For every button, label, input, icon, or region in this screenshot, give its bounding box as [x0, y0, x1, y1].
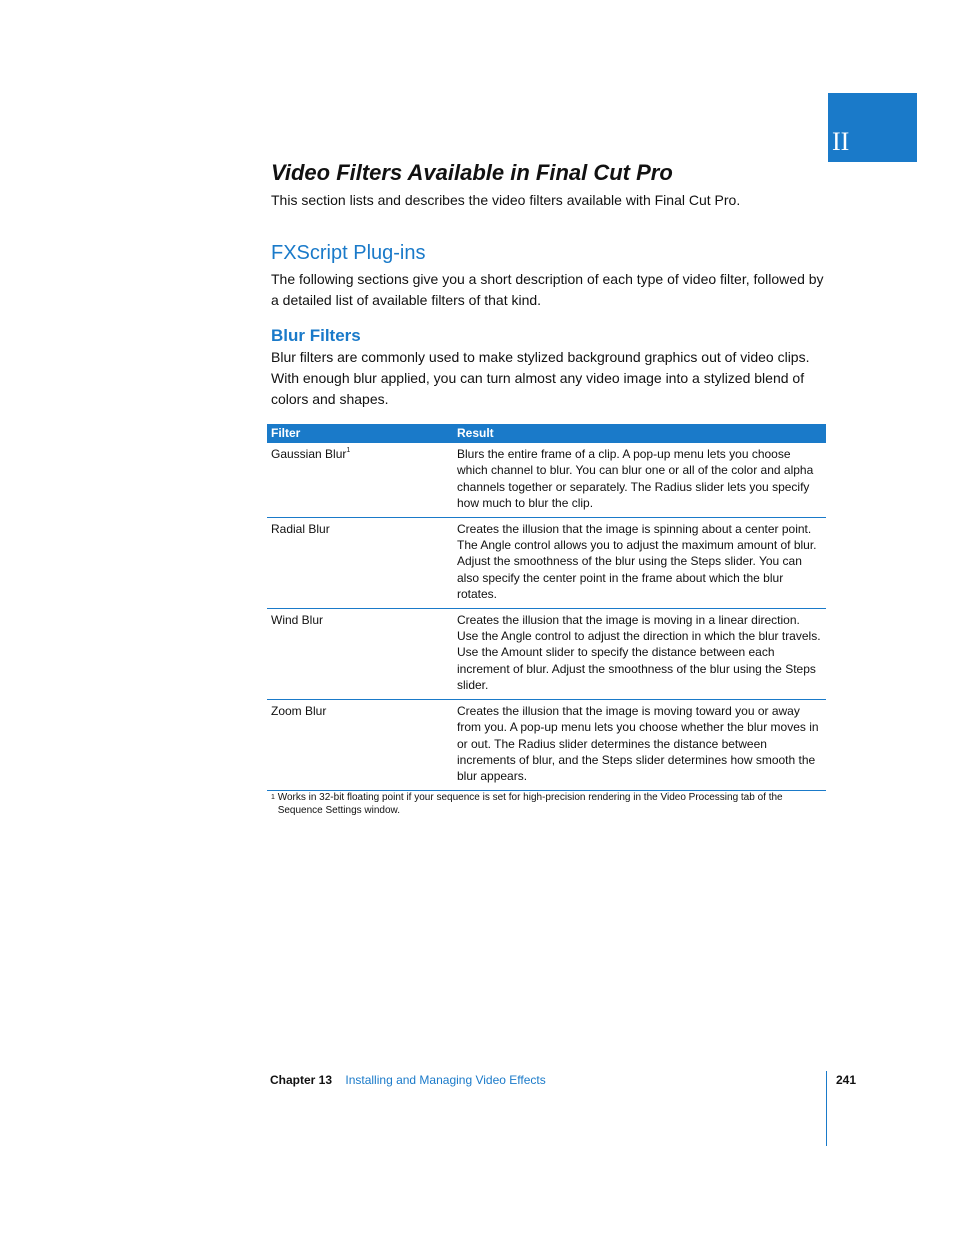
intro-paragraph: This section lists and describes the video filters available with Final Cut Pro. [271, 192, 741, 208]
table-row [267, 608, 826, 699]
filter-name: Wind Blur [271, 612, 324, 627]
filter-name-cell [267, 699, 453, 790]
page-number: 241 [836, 1073, 857, 1087]
filters-table [267, 424, 826, 791]
filter-name-cell [267, 608, 453, 699]
table-row [267, 443, 826, 517]
section-paragraph: The following sections give you a short description of each type of video filter, followed by a detailed list of available filters of that kind. [271, 271, 824, 308]
footnote-ref: 1 [346, 447, 351, 454]
header-result: Result [453, 424, 826, 443]
filter-result: Creates the illusion that the image is spinning about a center point. The Angle control allows you to adjust the maximum amount of blur. Adjust the smoothness of the blur using the Steps slider. You can also specify the center point in the frame about which the blur rotates. [453, 517, 826, 608]
table-row [267, 517, 826, 608]
subsection-title: Blur Filters [271, 326, 361, 345]
subsection-paragraph: Blur filters are commonly used to make stylized background graphics out of video clips. With enough blur applied, you can turn almost any video image into a stylized blend of colors and shapes. [271, 349, 810, 407]
page-title: Video Filters Available in Final Cut Pro [271, 160, 673, 185]
part-tab [828, 93, 917, 162]
page-footer [270, 1073, 546, 1087]
table-header-row [267, 424, 826, 443]
filter-result: Creates the illusion that the image is moving in a linear direction. Use the Angle control to adjust the direction in which the blur travels. Use the Amount slider to specify the distance between each increment of blur. Adjust the smoothness of the blur using the Steps slider. [453, 608, 826, 699]
header-filter: Filter [267, 424, 453, 443]
filter-name: Zoom Blur [271, 703, 327, 718]
section-title: FXScript Plug-ins [271, 242, 426, 264]
filter-result: Blurs the entire frame of a clip. A pop-up menu lets you choose which channel to blur. You can blur one or all of the color and alpha channels together or separately. The Radius slider lets you specify how much to blur the clip. [453, 443, 826, 517]
footer-chapter: Chapter 13 [270, 1073, 333, 1087]
part-tab-label: II [832, 127, 850, 156]
footer-divider [826, 1071, 827, 1146]
footer-chapter-title: Installing and Managing Video Effects [345, 1073, 546, 1087]
footnote [271, 791, 831, 817]
footnote-text: Works in 32-bit floating point if your sequence is set for high-precision rendering in the Video Processing tab of the Sequence Settings window. [277, 792, 783, 816]
filter-result: Creates the illusion that the image is moving toward you or away from you. A pop-up menu lets you choose whether the blur moves in or out. The Radius slider determines the distance between increments of blur, and the Steps slider determines how smooth the blur appears. [453, 699, 826, 790]
filter-name-cell [267, 517, 453, 608]
footnote-mark: 1 [271, 794, 275, 801]
filter-name-cell [267, 443, 453, 517]
filter-name: Gaussian Blur [271, 447, 347, 461]
table-row [267, 699, 826, 790]
filter-name: Radial Blur [271, 521, 330, 536]
